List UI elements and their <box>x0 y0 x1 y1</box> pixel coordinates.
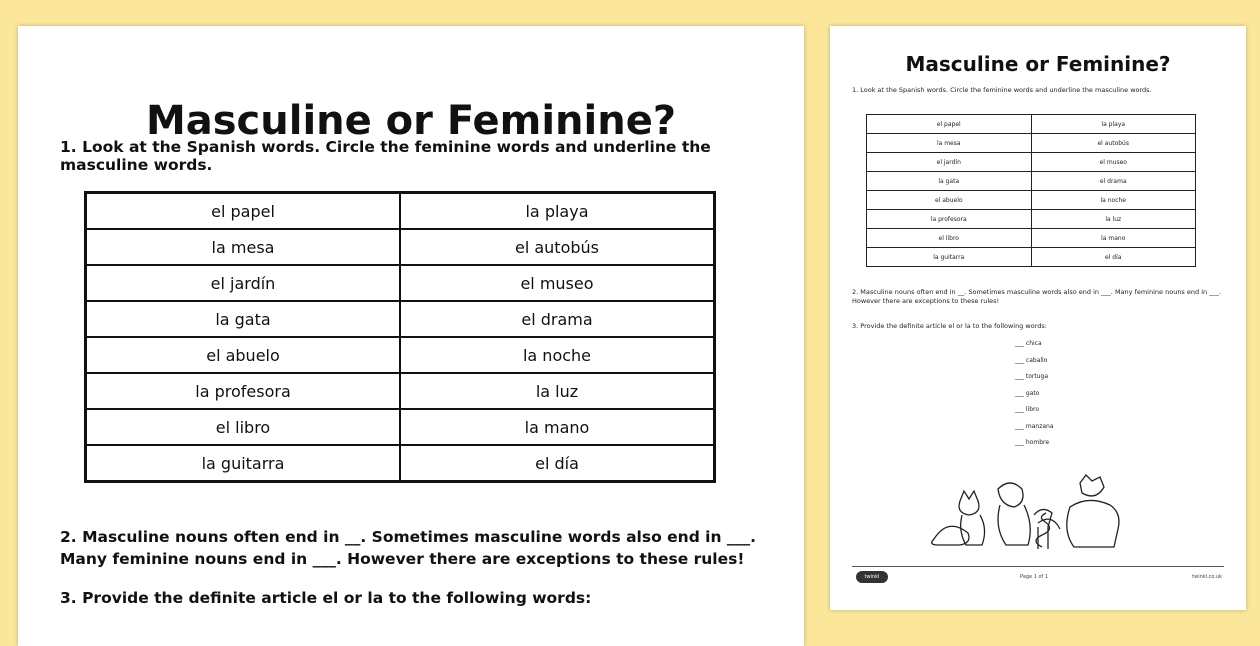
word-cell: el abuelo <box>86 337 401 373</box>
main-worksheet <box>18 26 804 646</box>
list-item: ___ manzana <box>1015 422 1054 430</box>
word-cell: el autobús <box>1031 134 1196 153</box>
word-cell: la mano <box>1031 229 1196 248</box>
word-cell: la noche <box>400 337 715 373</box>
word-cell: el papel <box>86 193 401 230</box>
table-row <box>86 409 715 445</box>
table-row <box>867 229 1196 248</box>
table-row <box>867 172 1196 191</box>
table-row <box>86 445 715 482</box>
word-cell: el jardín <box>867 153 1032 172</box>
table-row <box>86 265 715 301</box>
preview-question-3: 3. Provide the definite article el or la to the following words: <box>852 322 1047 330</box>
list-item: ___ gato <box>1015 389 1040 397</box>
word-cell: la guitarra <box>86 445 401 482</box>
word-cell: la guitarra <box>867 248 1032 267</box>
word-cell: la mano <box>400 409 715 445</box>
word-cell: el museo <box>1031 153 1196 172</box>
word-table <box>84 191 716 483</box>
word-cell: la noche <box>1031 191 1196 210</box>
word-cell: la profesora <box>867 210 1032 229</box>
table-row <box>867 248 1196 267</box>
word-cell: la luz <box>1031 210 1196 229</box>
list-item: ___ tortuga <box>1015 373 1049 380</box>
table-row <box>86 337 715 373</box>
fill-in-list <box>1015 340 1054 456</box>
table-row <box>86 229 715 265</box>
word-cell: la luz <box>400 373 715 409</box>
list-item: ___ hombre <box>1015 439 1050 446</box>
list-item: ___ caballo <box>1015 356 1048 364</box>
word-cell: la playa <box>400 193 715 230</box>
brand-logo: twinkl <box>856 571 888 583</box>
page-number: Page 1 of 1 <box>1020 574 1049 580</box>
word-cell: el libro <box>86 409 401 445</box>
table-row <box>867 191 1196 210</box>
word-cell: la profesora <box>86 373 401 409</box>
table-row <box>86 301 715 337</box>
preview-title: Masculine or Feminine? <box>905 52 1171 76</box>
word-cell: el día <box>400 445 715 482</box>
word-cell: la gata <box>86 301 401 337</box>
question-1: 1. Look at the Spanish words. Circle the feminine words and underline the masculine words. <box>60 138 711 174</box>
list-item: ___ chica <box>1015 340 1042 347</box>
word-cell: el autobús <box>400 229 715 265</box>
word-cell: el drama <box>1031 172 1196 191</box>
question-2: 2. Masculine nouns often end in __. Sometimes masculine words also end in ___. Many feminine nouns end in ___. However there are exceptions to these rules! <box>60 528 757 568</box>
preview-question-2: 2. Masculine nouns often end in __. Sometimes masculine words also end in ___. Many feminine nouns end in ___. However there are exceptions to these rules! <box>852 288 1222 305</box>
table-row <box>86 193 715 230</box>
worksheet-title: Masculine or Feminine? <box>145 98 677 144</box>
list-item: ___ libro <box>1015 406 1040 413</box>
footer-divider <box>852 566 1224 567</box>
preview-word-table <box>866 114 1196 267</box>
word-cell: el abuelo <box>867 191 1032 210</box>
word-cell: el museo <box>400 265 715 301</box>
word-cell: el libro <box>867 229 1032 248</box>
word-cell: el jardín <box>86 265 401 301</box>
question-3: 3. Provide the definite article el or la to the following words: <box>60 589 592 607</box>
site-url: twinkl.co.uk <box>1192 574 1222 580</box>
word-cell: el día <box>1031 248 1196 267</box>
table-row <box>867 153 1196 172</box>
table-row <box>867 210 1196 229</box>
table-row <box>86 373 715 409</box>
animals-illustration <box>930 461 1150 561</box>
worksheet-preview <box>830 26 1246 610</box>
preview-question-1: 1. Look at the Spanish words. Circle the feminine words and underline the masculine words. <box>852 86 1152 94</box>
word-cell: la mesa <box>867 134 1032 153</box>
word-cell: la gata <box>867 172 1032 191</box>
table-row <box>867 115 1196 134</box>
word-cell: la playa <box>1031 115 1196 134</box>
word-cell: la mesa <box>86 229 401 265</box>
word-cell: el papel <box>867 115 1032 134</box>
word-cell: el drama <box>400 301 715 337</box>
table-row <box>867 134 1196 153</box>
